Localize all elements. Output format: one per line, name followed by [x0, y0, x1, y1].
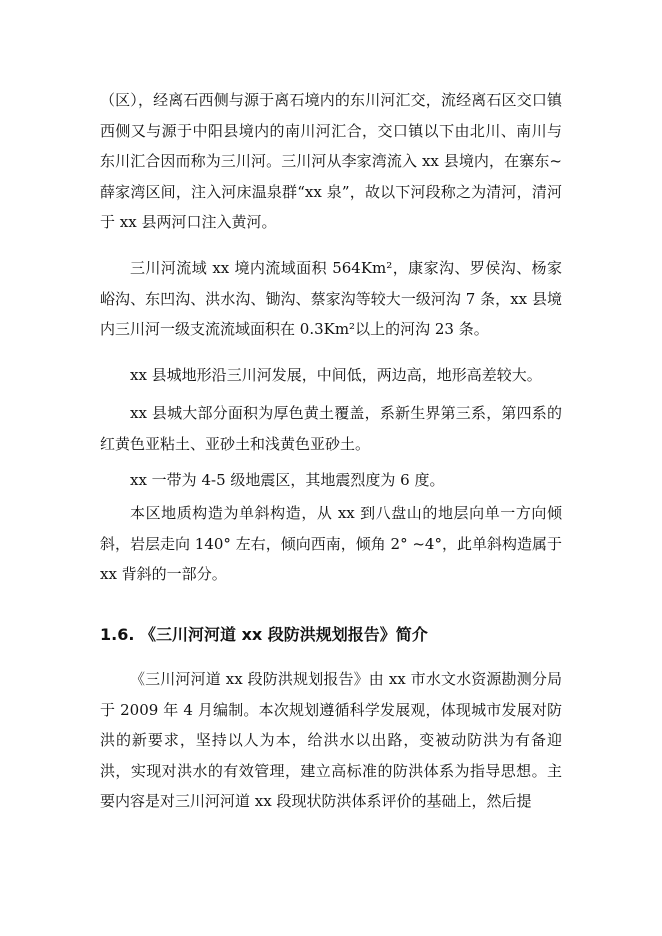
paragraph-soil: xx 县城大部分面积为厚色黄土覆盖，系新生界第三系，第四系的红黄色亚粘土、亚砂土和浅黄色亚砂土。	[100, 404, 562, 453]
paragraph-geology: 本区地质构造为单斜构造，从 xx 到八盘山的地层向单一方向倾斜，岩层走向 140° 左右，倾向西南，倾角 2° ~4°，此单斜构造属于 xx 背斜的一部分。	[100, 504, 562, 583]
paragraph-report-intro: 《三川河河道 xx 段防洪规划报告》由 xx 市水文水资源勘测分局于 2009 年 4 月编制。本次规划遵循科学发展观，体现城市发展对防洪的新要求，坚持以人为本，给洪水以出路，变被动防洪为有备迎洪，实现对洪水的有效管理，建立高标准的防洪体系为指导思想。主要内容是对三川河河道 xx 段现状防洪体系评价的基础上，然后提	[100, 670, 562, 810]
paragraph-terrain: xx 县城地形沿三川河发展，中间低，两边高，地形高差较大。	[130, 366, 542, 384]
paragraph-river-confluence: （区），经离石西侧与源于离石境内的东川河汇交，流经离石区交口镇西侧又与源于中阳县境内的南川河汇合，交口镇以下由北川、南川与东川汇合因而称为三川河。三川河从李家湾流入 xx 县境内，在寨东~薛家湾区间，注入河床温泉群“xx 泉”，故以下河段称之为清河，清河于 xx 县两河口注入黄河。	[100, 91, 562, 231]
paragraph-basin-area: 三川河流域 xx 境内流域面积 564Km²，康家沟、罗侯沟、杨家峪沟、东凹沟、洪水沟、锄沟、蔡家沟等较大一级河沟 7 条，xx 县境内三川河一级支流流域面积在 0.3Km²以上的河沟 23 条。	[100, 259, 562, 338]
section-heading: 1.6. 《三川河河道 xx 段防洪规划报告》简介	[100, 625, 428, 644]
paragraph-seismic: xx 一带为 4-5 级地震区，其地震烈度为 6 度。	[130, 471, 445, 489]
